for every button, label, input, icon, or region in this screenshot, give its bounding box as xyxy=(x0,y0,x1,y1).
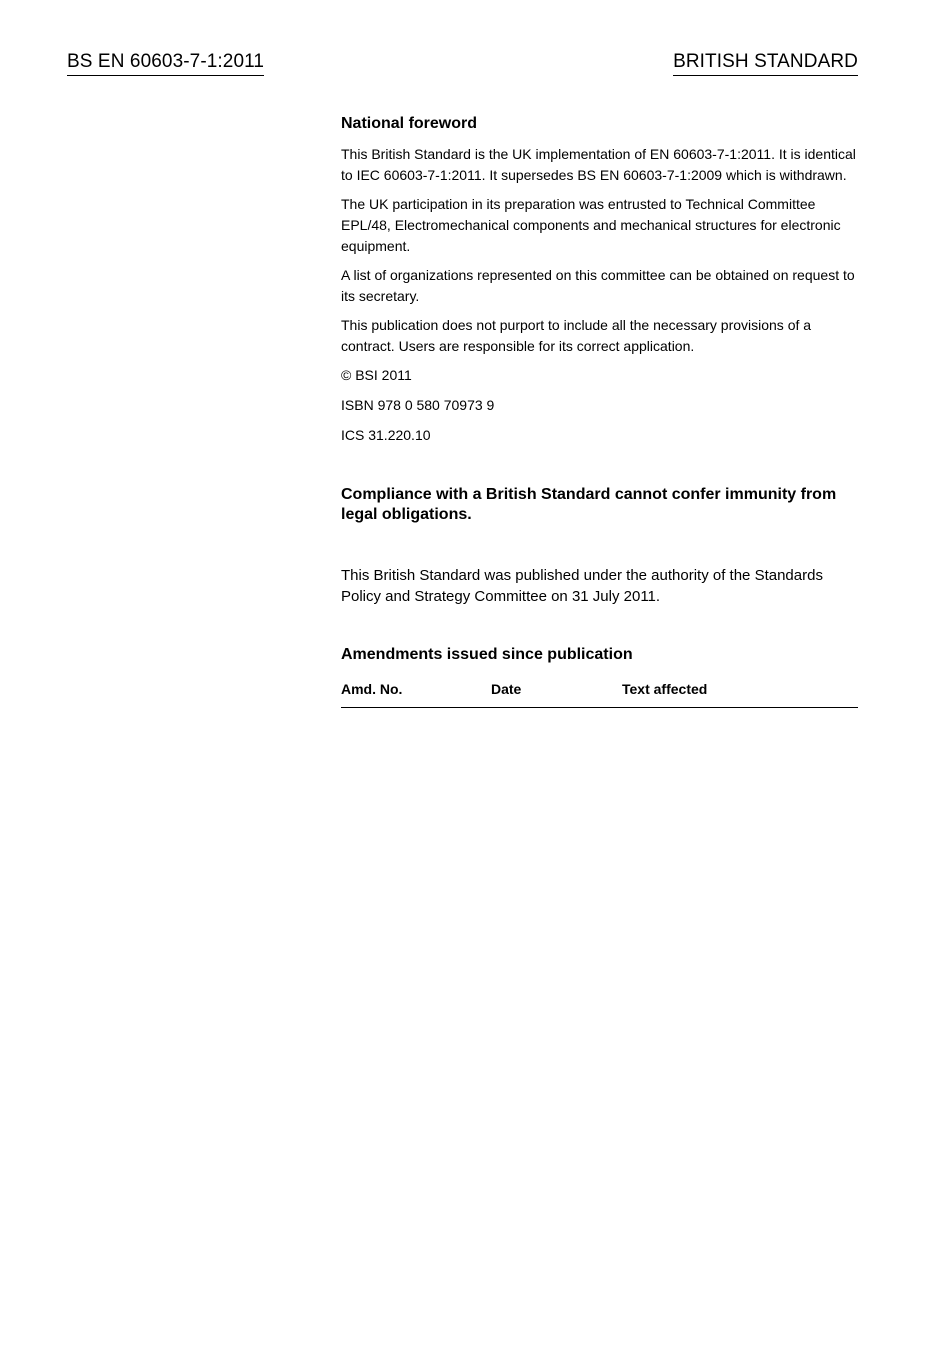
foreword-paragraph-organizations: A list of organizations represented on this committee can be obtained on request to its secretary. xyxy=(341,267,855,304)
amendments-title: Amendments issued since publication xyxy=(341,646,633,663)
copyright-line: © BSI 2011 xyxy=(341,367,412,383)
isbn-line: ISBN 978 0 580 70973 9 xyxy=(341,397,495,413)
foreword-title: National foreword xyxy=(341,115,478,132)
column-header-date: Date xyxy=(491,681,522,697)
publisher-label-header: BRITISH STANDARD xyxy=(673,50,858,76)
foreword-content xyxy=(341,113,858,708)
amendments-table-header xyxy=(341,680,858,708)
compliance-statement: Compliance with a British Standard cannot confer immunity from legal obligations. xyxy=(341,486,837,523)
foreword-paragraph-committee: The UK participation in its preparation was entrusted to Technical Committee EPL/48, Electromechanical components and mechanical structures for electronic equipment. xyxy=(341,196,841,254)
column-header-text-affected: Text affected xyxy=(622,681,708,697)
document-id-header: BS EN 60603-7-1:2011 xyxy=(67,50,264,76)
column-header-amd-no: Amd. No. xyxy=(341,681,403,697)
foreword-paragraph-implementation: This British Standard is the UK implementation of EN 60603-7-1:2011. It is identical to IEC 60603-7-1:2011. It supersedes BS EN 60603-7-1:2009 which is withdrawn. xyxy=(341,146,856,183)
ics-line: ICS 31.220.10 xyxy=(341,427,431,443)
authority-statement: This British Standard was published under the authority of the Standards Policy and Strategy Committee on 31 July 2011. xyxy=(341,567,823,605)
foreword-paragraph-provisions: This publication does not purport to include all the necessary provisions of a contract. Users are responsible for its correct application. xyxy=(341,317,812,354)
